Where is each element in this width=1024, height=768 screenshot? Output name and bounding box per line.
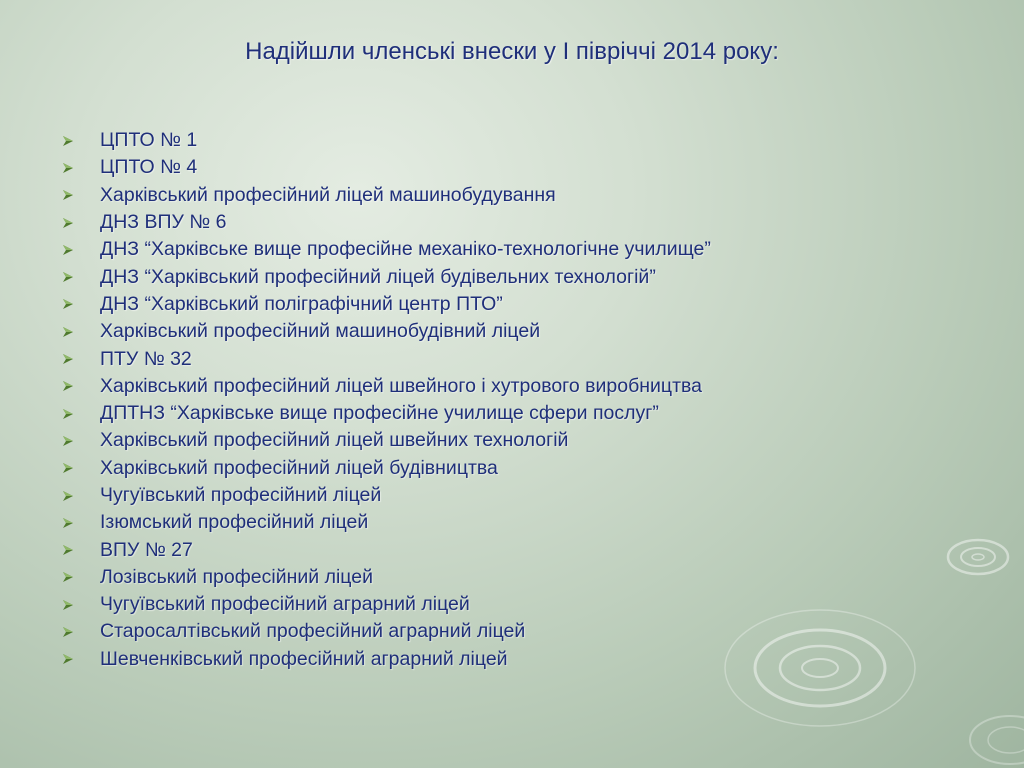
arrowhead-bullet-icon [62, 244, 100, 256]
arrowhead-bullet-icon [62, 599, 100, 611]
list-item [62, 427, 711, 454]
slide-title: Надійшли членські внески у І півріччі 2014 року: [245, 38, 779, 65]
list-item [62, 455, 711, 482]
arrowhead-bullet-icon [62, 435, 100, 447]
list-item [62, 127, 711, 154]
arrowhead-bullet-icon [62, 189, 100, 201]
arrowhead-bullet-icon [62, 326, 100, 338]
ripple-large [725, 610, 915, 726]
ripple-edge [970, 716, 1024, 764]
list-item [62, 291, 711, 318]
list-item-label: Харківський професійний ліцей машинобудування [100, 183, 556, 206]
arrowhead-bullet-icon [62, 298, 100, 310]
list-item [62, 536, 711, 563]
arrowhead-bullet-icon [62, 408, 100, 420]
arrowhead-bullet-icon [62, 217, 100, 229]
list-item-label: ДНЗ “Харківське вище професійне механіко-технологічне училище” [100, 238, 711, 261]
arrowhead-bullet-icon [62, 626, 100, 638]
list-item-label: Харківський професійний ліцей швейного і хутрового виробництва [100, 374, 702, 397]
list-item-label: ЦПТО № 4 [100, 156, 198, 179]
list-item-label: ПТУ № 32 [100, 347, 192, 370]
arrowhead-bullet-icon [62, 571, 100, 583]
list-item-label: Чугуївський професійний аграрний ліцей [100, 593, 470, 616]
list-item [62, 318, 711, 345]
list-item [62, 373, 711, 400]
list-item [62, 236, 711, 263]
list-item [62, 345, 711, 372]
list-item-label: ДНЗ ВПУ № 6 [100, 211, 227, 234]
arrowhead-bullet-icon [62, 271, 100, 283]
list-item-label: Харківський професійний машинобудівний ліцей [100, 320, 541, 343]
list-item [62, 646, 711, 673]
list-item [62, 618, 711, 645]
ripple-small [948, 540, 1008, 574]
list-item-label: ДНЗ “Харківський поліграфічний центр ПТО” [100, 292, 503, 315]
list-item [62, 591, 711, 618]
list-item-label: Ізюмський професійний ліцей [100, 511, 369, 534]
list-item-label: ДПТНЗ “Харківське вище професійне училище сфери послуг” [100, 402, 659, 425]
list-item [62, 482, 711, 509]
list-item-label: Шевченківський професійний аграрний ліцей [100, 647, 508, 670]
list-item-label: ЦПТО № 1 [100, 129, 198, 152]
arrowhead-bullet-icon [62, 517, 100, 529]
arrowhead-bullet-icon [62, 490, 100, 502]
list-item-label: Харківський професійний ліцей будівництва [100, 456, 498, 479]
institution-list [62, 127, 711, 673]
list-item-label: ДНЗ “Харківський професійний ліцей будівельних технологій” [100, 265, 656, 288]
arrowhead-bullet-icon [62, 544, 100, 556]
list-item [62, 263, 711, 290]
list-item-label: Харківський професійний ліцей швейних технологій [100, 429, 569, 452]
list-item [62, 564, 711, 591]
arrowhead-bullet-icon [62, 135, 100, 147]
list-item [62, 209, 711, 236]
arrowhead-bullet-icon [62, 462, 100, 474]
list-item [62, 154, 711, 181]
arrowhead-bullet-icon [62, 380, 100, 392]
list-item-label: Чугуївський професійний ліцей [100, 484, 382, 506]
list-item [62, 509, 711, 536]
list-item [62, 182, 711, 209]
arrowhead-bullet-icon [62, 162, 100, 174]
list-item-label: ВПУ № 27 [100, 538, 193, 561]
list-item-label: Старосалтівський професійний аграрний ліцей [100, 620, 526, 643]
arrowhead-bullet-icon [62, 653, 100, 665]
arrowhead-bullet-icon [62, 353, 100, 365]
list-item [62, 400, 711, 427]
list-item-label: Лозівський професійний ліцей [100, 565, 373, 588]
